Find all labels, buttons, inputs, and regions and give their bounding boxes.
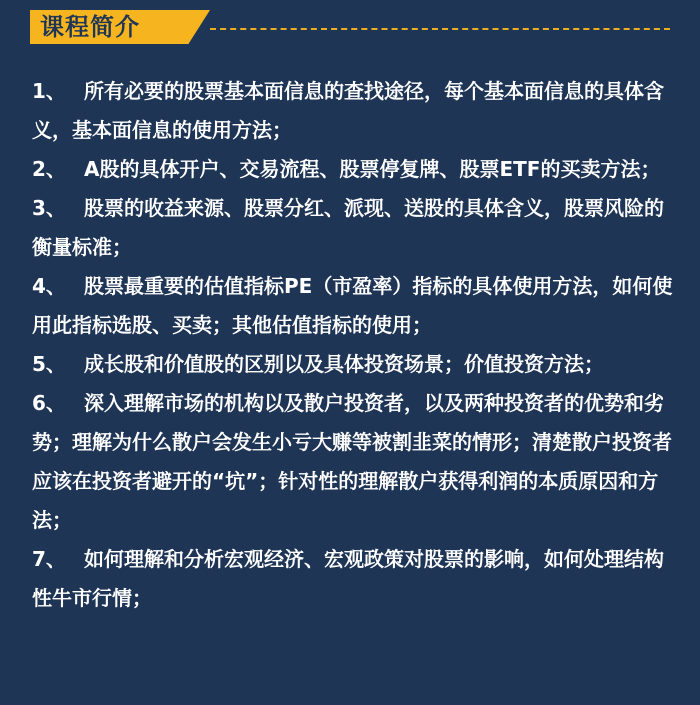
section-divider xyxy=(210,28,670,30)
item-text: 所有必要的股票基本面信息的查找途径，每个基本面信息的具体含义，基本面信息的使用方法； xyxy=(32,79,664,142)
list-item xyxy=(32,267,674,345)
list-item xyxy=(32,150,674,189)
item-text: 股票的收益来源、股票分红、派现、送股的具体含义，股票风险的衡量标准； xyxy=(32,196,664,259)
item-number: 6、 xyxy=(32,391,66,415)
item-text: 如何理解和分析宏观经济、宏观政策对股票的影响，如何处理结构性牛市行情； xyxy=(32,547,664,610)
item-text: 成长股和价值股的区别以及具体投资场景；价值投资方法； xyxy=(84,352,604,376)
section-title: 课程简介 xyxy=(40,13,140,41)
item-number: 5、 xyxy=(32,352,66,376)
item-text: A股的具体开户、交易流程、股票停复牌、股票ETF的买卖方法； xyxy=(84,157,661,181)
list-item xyxy=(32,345,674,384)
item-number: 1、 xyxy=(32,79,66,103)
list-item xyxy=(32,189,674,267)
item-text: 深入理解市场的机构以及散户投资者，以及两种投资者的优势和劣势；理解为什么散户会发生小亏大赚等被割韭菜的情形；清楚散户投资者应该在投资者避开的“坑”；针对性的理解散户获得利润的本质原因和方法； xyxy=(32,391,672,532)
course-description xyxy=(32,72,674,618)
item-text: 股票最重要的估值指标PE（市盈率）指标的具体使用方法，如何使用此指标选股、买卖；其他估值指标的使用； xyxy=(32,274,673,337)
list-item xyxy=(32,384,674,540)
item-number: 7、 xyxy=(32,547,66,571)
list-item xyxy=(32,72,674,150)
item-number: 3、 xyxy=(32,196,66,220)
list-item xyxy=(32,540,674,618)
item-number: 4、 xyxy=(32,274,66,298)
item-number: 2、 xyxy=(32,157,66,181)
